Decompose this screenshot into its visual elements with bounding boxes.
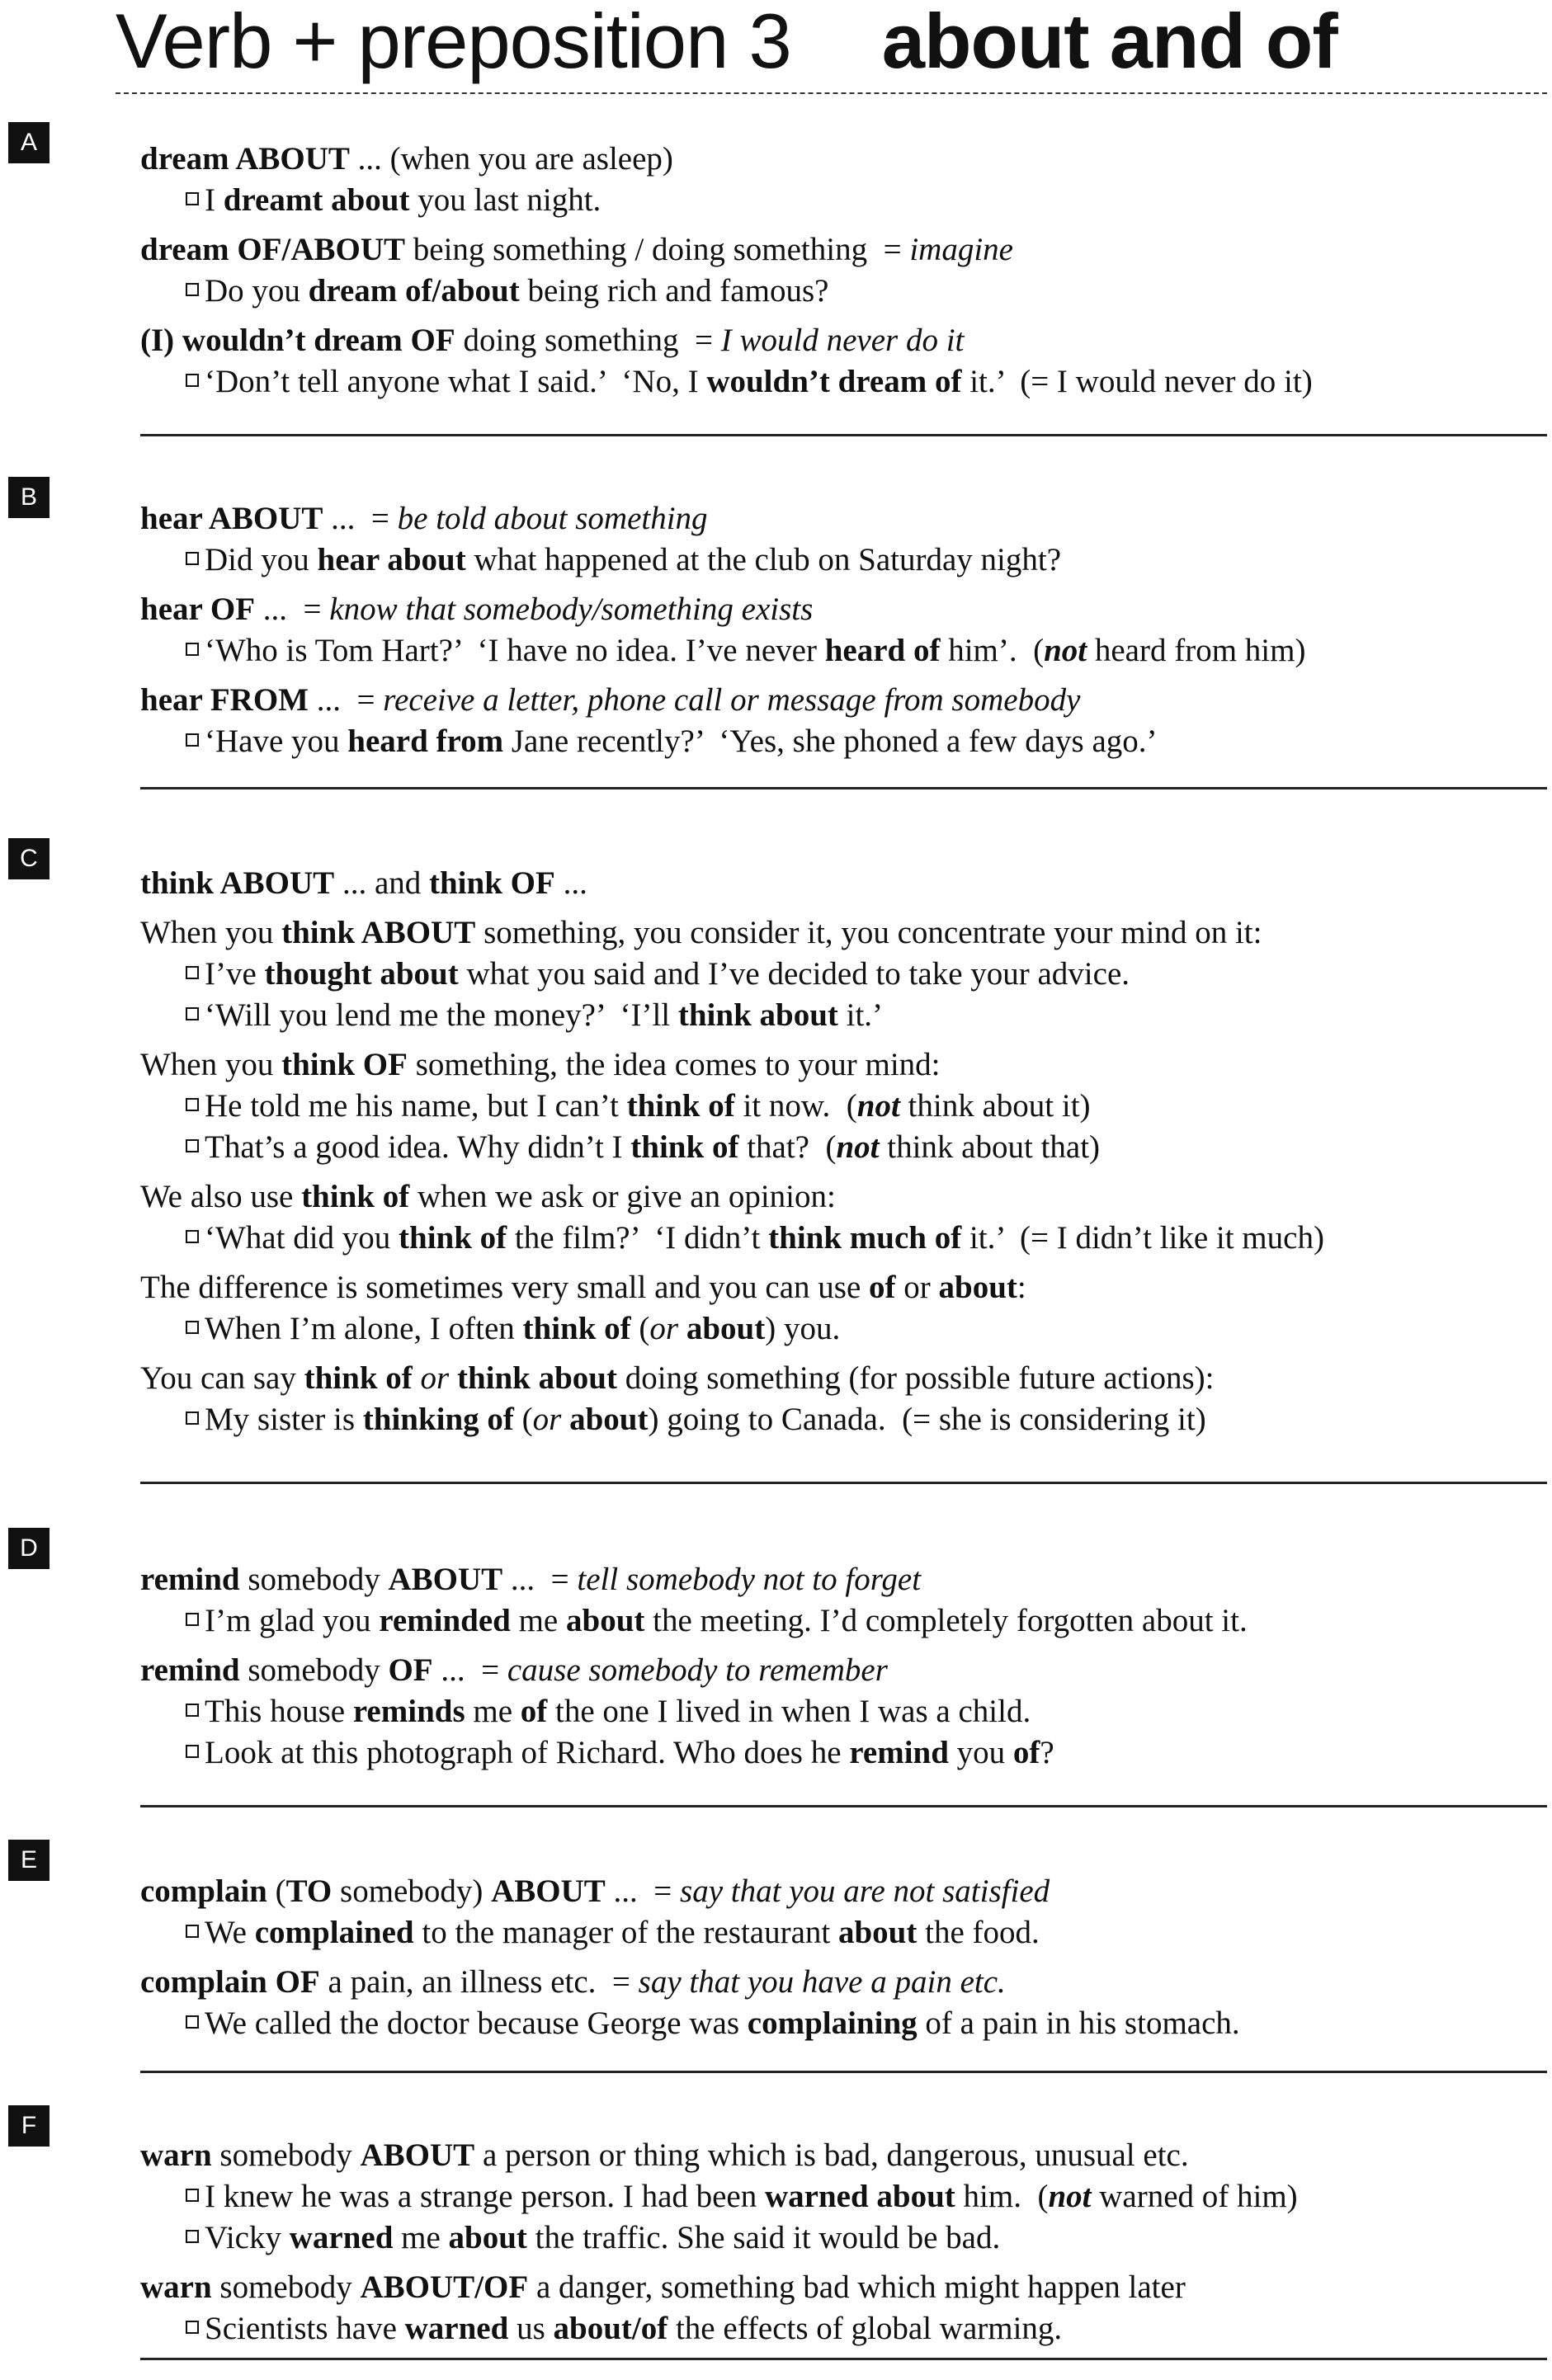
section-marker: A xyxy=(8,122,50,163)
usage-rule: remind somebody ABOUT ... = tell somebody not to forget xyxy=(140,1562,922,1597)
example-sentence xyxy=(140,1218,1543,1259)
example-text: ‘Have you heard from Jane recently?’ ‘Yes, she phoned a few days ago.’ xyxy=(205,723,1158,759)
example-sentence xyxy=(140,721,1543,762)
example-sentence xyxy=(140,1732,1543,1774)
example-text: He told me his name, but I can’t think of it now. (not think about it) xyxy=(205,1088,1091,1124)
section-divider xyxy=(140,434,1547,436)
example-sentence xyxy=(140,1691,1543,1732)
usage-rule: When you think ABOUT something, you consider it, you concentrate your mind on it: xyxy=(140,915,1262,950)
example-text: We called the doctor because George was complaining of a pain in his stomach. xyxy=(205,2005,1240,2041)
usage-rule: complain (TO somebody) ABOUT ... = say that you are not satisfied xyxy=(140,1873,1050,1909)
section-marker: F xyxy=(8,2105,50,2147)
example-sentence xyxy=(140,1308,1543,1350)
example-sentence xyxy=(140,1912,1543,1953)
example-text: We complained to the manager of the restaurant about the food. xyxy=(205,1915,1040,1950)
example-text: ‘Who is Tom Hart?’ ‘I have no idea. I’ve never heard of him’. (not heard from him) xyxy=(205,633,1306,668)
example-sentence xyxy=(140,2308,1543,2349)
example-text: This house reminds me of the one I lived in when I was a child. xyxy=(205,1694,1031,1729)
example-text: I’ve thought about what you said and I’ve decided to take your advice. xyxy=(205,956,1130,992)
example-text: I’m glad you reminded me about the meeting. I’d completely forgotten about it. xyxy=(205,1603,1248,1638)
section-content xyxy=(140,863,1543,1440)
section-content xyxy=(140,139,1543,403)
usage-rule: hear OF ... = know that somebody/something exists xyxy=(140,591,814,627)
section-marker: C xyxy=(8,838,50,879)
example-sentence xyxy=(140,2176,1543,2217)
usage-rule: You can say think of or think about doing something (for possible future actions): xyxy=(140,1360,1215,1396)
example-sentence xyxy=(140,540,1543,581)
section-marker: D xyxy=(8,1528,50,1569)
usage-rule: hear ABOUT ... = be told about something xyxy=(140,501,708,536)
usage-rule: complain OF a pain, an illness etc. = say that you have a pain etc. xyxy=(140,1964,1006,2000)
usage-rule: remind somebody OF ... = cause somebody to remember xyxy=(140,1652,888,1688)
example-sentence xyxy=(140,954,1543,995)
example-text: Did you hear about what happened at the club on Saturday night? xyxy=(205,542,1062,577)
usage-rule: When you think OF something, the idea comes to your mind: xyxy=(140,1047,941,1082)
example-text: Look at this photograph of Richard. Who does he remind you of? xyxy=(205,1735,1054,1770)
example-sentence xyxy=(140,1399,1543,1440)
title-verb-preposition: Verb + preposition 3 xyxy=(116,0,791,84)
example-text: ‘Will you lend me the money?’ ‘I’ll think about it.’ xyxy=(205,997,884,1033)
section-marker: B xyxy=(8,477,50,518)
section-content xyxy=(140,498,1543,762)
example-sentence xyxy=(140,180,1543,221)
example-text: Vicky warned me about the traffic. She said it would be bad. xyxy=(205,2220,1001,2255)
usage-rule: think ABOUT ... and think OF ... xyxy=(140,865,587,901)
usage-rule: warn somebody ABOUT/OF a danger, something bad which might happen later xyxy=(140,2269,1186,2305)
example-text: My sister is thinking of (or about) going to Canada. (= she is considering it) xyxy=(205,1402,1206,1437)
example-sentence xyxy=(140,2217,1543,2259)
usage-rule: hear FROM ... = receive a letter, phone call or message from somebody xyxy=(140,682,1081,718)
example-text: When I’m alone, I often think of (or about) you. xyxy=(205,1311,841,1346)
title-about-of: about and of xyxy=(881,0,1337,84)
page-title xyxy=(116,0,1535,89)
example-sentence xyxy=(140,1086,1543,1127)
section-divider xyxy=(140,2071,1547,2073)
section-content xyxy=(140,2135,1543,2349)
usage-rule: dream ABOUT ... (when you are asleep) xyxy=(140,141,673,177)
section-marker: E xyxy=(8,1840,50,1881)
section-content xyxy=(140,1559,1543,1774)
usage-rule: (I) wouldn’t dream OF doing something = I would never do it xyxy=(140,323,965,358)
usage-rule: We also use think of when we ask or give an opinion: xyxy=(140,1179,836,1214)
example-sentence xyxy=(140,630,1543,672)
example-sentence xyxy=(140,2003,1543,2044)
example-sentence xyxy=(140,1600,1543,1642)
section-divider xyxy=(140,1482,1547,1484)
example-sentence xyxy=(140,271,1543,312)
example-text: That’s a good idea. Why didn’t I think of that? (not think about that) xyxy=(205,1129,1101,1165)
title-divider xyxy=(116,92,1547,94)
example-text: ‘Don’t tell anyone what I said.’ ‘No, I wouldn’t dream of it.’ (= I would never do it) xyxy=(205,364,1313,399)
example-text: I dreamt about you last night. xyxy=(205,182,601,218)
example-text: Do you dream of/about being rich and famous? xyxy=(205,273,829,309)
section-divider xyxy=(140,787,1547,789)
example-text: ‘What did you think of the film?’ ‘I didn’t think much of it.’ (= I didn’t like it much) xyxy=(205,1220,1324,1256)
section-divider xyxy=(140,1805,1547,1807)
usage-rule: dream OF/ABOUT being something / doing something = imagine xyxy=(140,232,1013,267)
section-divider xyxy=(140,2358,1547,2360)
example-sentence xyxy=(140,361,1543,403)
section-content xyxy=(140,1871,1543,2044)
example-sentence xyxy=(140,1127,1543,1168)
example-text: I knew he was a strange person. I had been warned about him. (not warned of him) xyxy=(205,2179,1298,2214)
usage-rule: The difference is sometimes very small and you can use of or about: xyxy=(140,1270,1026,1305)
example-text: Scientists have warned us about/of the effects of global warming. xyxy=(205,2311,1063,2346)
usage-rule: warn somebody ABOUT a person or thing which is bad, dangerous, unusual etc. xyxy=(140,2137,1189,2173)
example-sentence xyxy=(140,995,1543,1036)
